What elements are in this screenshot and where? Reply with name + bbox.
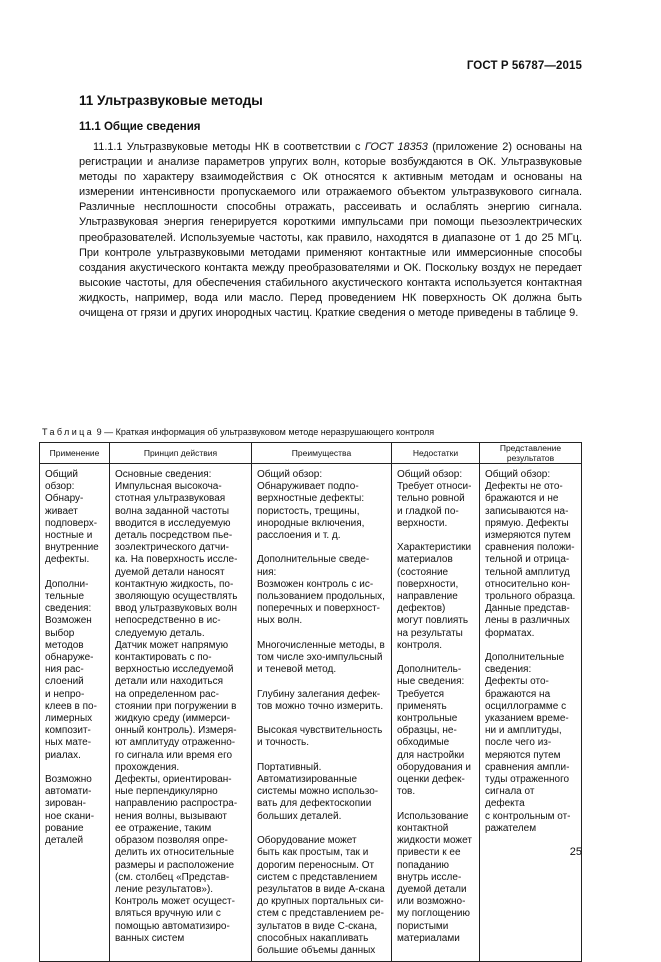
header-results: Представление результатов — [480, 443, 582, 464]
paragraph-text-start: 11.1.1 Ультразвуковые методы НК в соответствии с — [93, 141, 365, 153]
subsection-title: 11.1 Общие сведения — [79, 121, 201, 133]
body-paragraph — [79, 140, 582, 321]
cell-results: Общий обзор: Дефекты не ото- бражаются и не записываются на- прямую. Дефекты измеряются путем сравнения положи- тельной и отрица- тельной амплитуд относительно кон- трольного образца. Данные представ- лены в различных форматах. Дополнительные сведения: Дефекты ото- бражаются на осциллограмме с указанием време- ни и амплитуды, после чего из- меряются путем сравнения ампли- туды отраженного сигнала от дефекта с контрольным от- ражателем — [480, 467, 582, 962]
header-advantages: Преимущества — [252, 443, 392, 464]
info-table — [39, 442, 582, 962]
cell-advantages: Общий обзор: Обнаруживает подпо- верхностные дефекты: пористость, трещины, инородные включения, расслоения и т. д. Дополнительные сведе- ния: Возможен контроль с ис- пользованием продольных, поперечных и поверхност- ных волн. Многочисленные методы, в том числе эхо-импульсный и теневой метод. Глубину залегания дефек- тов можно точно измерить. Высокая чувствительность и точность. Портативный. Автоматизированные системы можно использо- вать для дефектоскопии больших деталей. Оборудование может быть как простым, так и дорогим переносным. От систем с представлением результатов в виде А-скана до крупных портальных си- стем с представлением ре- зультатов в виде С-скана, способных накапливать большие объемы данных — [252, 467, 392, 962]
section-title: 11 Ультразвуковые методы — [79, 93, 263, 108]
page-number: 25 — [569, 846, 582, 858]
table-row — [40, 467, 582, 962]
header-principle: Принцип действия — [110, 443, 252, 464]
table-caption-text: 9 — Краткая информация об ультразвуковом методе неразрушающего контроля — [94, 427, 435, 437]
standard-designation: ГОСТ Р 56787—2015 — [466, 60, 582, 72]
cell-disadvantages: Общий обзор: Требует относи- тельно ровной и гладкой по- верхности. Характеристики материалов (состояние поверхности, направление дефектов) могут повлиять на результаты контроля. Дополнитель- ные сведения: Требуется применять контрольные образцы, не- обходимые для настройки оборудования и оценки дефек- тов. Использование контактной жидкости может привести к ее попаданию внутрь иссле- дуемой детали или возможно- му поглощению пористыми материалами — [392, 467, 480, 962]
header-application: Применение — [40, 443, 110, 464]
cell-application: Общий обзор: Обнару- живает подповерх- ностные и внутренние дефекты. Дополни- тельные сведения: Возможен выбор методов обнаруже- ния рас- слоений и непро- клеев в по- лимерных композит- ных мате- риалах. Возможно автомати- зирован- ное скани- рование деталей — [40, 467, 110, 962]
header-disadvantages: Недостатки — [392, 443, 480, 464]
table-caption — [42, 427, 434, 437]
paragraph-text-end: (приложение 2) основаны на регистрации и анализе параметров упругих волн, которые возбуждаются в ОК. Ультразвуковые методы по характеру взаимодействия с ОК относятся к активным методам и основаны на измерении интенсивности пропускаемого или отражаемого объектом ультразвукового сигнала. Различные несплошности способны отражать, рассеивать и ослаблять энергию сигнала. Ультразвуковая энергия генерируется короткими импульсами при помощи пьезоэлектрических преобразователей. Используемые частоты, как правило, находятся в диапазоне от 1 до 25 МГц. При контроле ультразвуковыми методами применяют контактные или иммерсионные способы создания акустического контакта между преобразователями и ОК. Поскольку воздух не передает высокие частоты, для обеспечения стабильного акустического контакта используется контактная жидкость, например, вода или масло. Перед проведением НК поверхность ОК должна быть очищена от грязи и других инородных частиц. Краткие сведения о методе приведены в таблице 9. — [79, 141, 582, 320]
table-header-row — [40, 443, 582, 464]
table-caption-label: Таблица — [42, 427, 95, 437]
standard-reference: ГОСТ 18353 — [364, 141, 428, 153]
cell-principle: Основные сведения: Импульсная высокоча- стотная ультразвуковая волна заданной частоты вводится в исследуемую деталь посредством пье- зоэлектрического датчи- ка. На поверхность иссле- дуемой детали наносят контактную жидкость, по- зволяющую осуществлять ввод ультразвуковых волн непосредственно в ис- следуемую деталь. Датчик может напрямую контактировать с по- верхностью исследуемой детали или находиться на определенном рас- стоянии при погружении в жидкую среду (иммерси- онный контроль). Измеря- ют амплитуду отраженно- го сигнала или время его прохождения. Дефекты, ориентирован- ные перпендикулярно направлению распростра- нения волны, вызывают ее отражение, таким образом позволяя опре- делить их относительные размеры и расположение (см. столбец «Представ- ление результатов»). Контроль может осущест- вляться вручную или с помощью автоматизиро- ванных систем — [110, 467, 252, 962]
